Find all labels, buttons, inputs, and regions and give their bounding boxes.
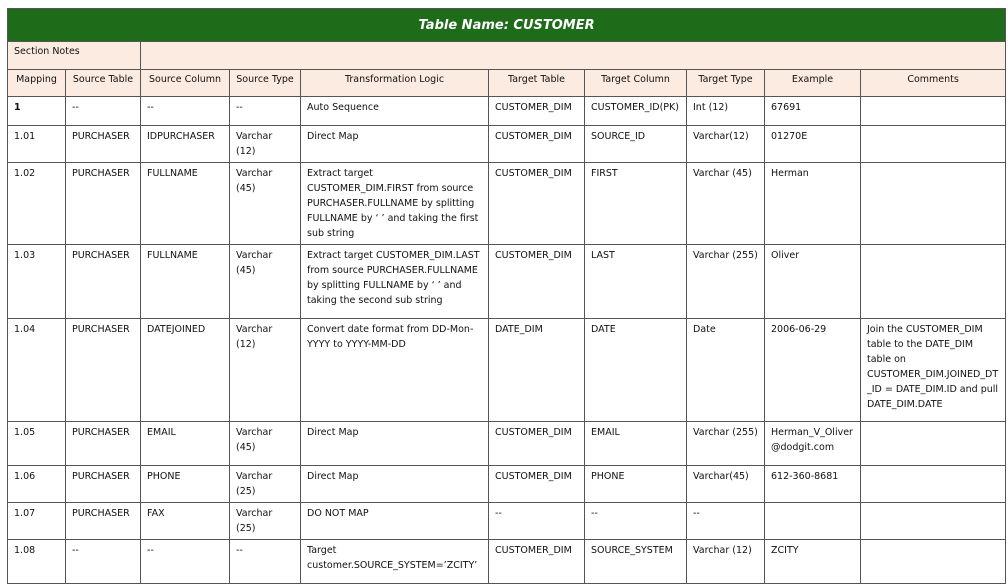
target-column-cell: SOURCE_ID bbox=[585, 126, 687, 163]
mapping-table bbox=[7, 8, 1006, 584]
comments-cell bbox=[861, 97, 1006, 126]
target-type-cell: Int (12) bbox=[687, 97, 765, 126]
comments-cell bbox=[861, 466, 1006, 503]
source-type-cell: Varchar (12) bbox=[230, 126, 301, 163]
source-type-cell: -- bbox=[230, 540, 301, 584]
table-row bbox=[8, 97, 1006, 126]
logic-cell: Direct Map bbox=[301, 126, 489, 163]
mapping-cell: 1.01 bbox=[8, 126, 66, 163]
source-column-cell: FULLNAME bbox=[141, 245, 230, 319]
comments-cell bbox=[861, 126, 1006, 163]
target-type-cell: Varchar (45) bbox=[687, 163, 765, 245]
section-notes-row bbox=[8, 42, 1006, 70]
section-notes-label: Section Notes bbox=[8, 42, 141, 70]
table-row bbox=[8, 245, 1006, 319]
column-header: Source Table bbox=[66, 70, 141, 97]
table-row bbox=[8, 319, 1006, 422]
table-title: Table Name: CUSTOMER bbox=[8, 9, 1006, 42]
source-type-cell: Varchar (45) bbox=[230, 245, 301, 319]
source-table-cell: PURCHASER bbox=[66, 466, 141, 503]
comments-cell bbox=[861, 540, 1006, 584]
source-table-cell: -- bbox=[66, 97, 141, 126]
source-table-cell: PURCHASER bbox=[66, 163, 141, 245]
source-table-cell: PURCHASER bbox=[66, 126, 141, 163]
target-table-cell: CUSTOMER_DIM bbox=[489, 97, 585, 126]
logic-cell: Convert date format from DD-Mon-YYYY to YYYY-MM-DD bbox=[301, 319, 489, 422]
target-table-cell: CUSTOMER_DIM bbox=[489, 163, 585, 245]
example-cell: Herman bbox=[765, 163, 861, 245]
target-table-cell: CUSTOMER_DIM bbox=[489, 245, 585, 319]
source-type-cell: Varchar (12) bbox=[230, 319, 301, 422]
logic-cell: Target customer.SOURCE_SYSTEM=’ZCITY’ bbox=[301, 540, 489, 584]
mapping-document bbox=[7, 8, 1005, 584]
mapping-cell: 1.08 bbox=[8, 540, 66, 584]
source-type-cell: Varchar (45) bbox=[230, 163, 301, 245]
mapping-cell: 1.03 bbox=[8, 245, 66, 319]
source-type-cell: -- bbox=[230, 97, 301, 126]
example-cell: 2006-06-29 bbox=[765, 319, 861, 422]
table-row bbox=[8, 126, 1006, 163]
example-cell: Herman_V_Oliver@dodgit.com bbox=[765, 422, 861, 466]
logic-cell: Extract target CUSTOMER_DIM.LAST from source PURCHASER.FULLNAME by splitting FULLNAME by ‘ ’ and taking the second sub string bbox=[301, 245, 489, 319]
title-row bbox=[8, 9, 1006, 42]
source-type-cell: Varchar (25) bbox=[230, 466, 301, 503]
example-cell: 67691 bbox=[765, 97, 861, 126]
column-header: Target Column bbox=[585, 70, 687, 97]
table-row bbox=[8, 163, 1006, 245]
target-table-cell: CUSTOMER_DIM bbox=[489, 540, 585, 584]
column-header: Mapping bbox=[8, 70, 66, 97]
logic-cell: DO NOT MAP bbox=[301, 503, 489, 540]
target-table-cell: -- bbox=[489, 503, 585, 540]
target-column-cell: DATE bbox=[585, 319, 687, 422]
target-type-cell: Varchar(12) bbox=[687, 126, 765, 163]
table-row bbox=[8, 466, 1006, 503]
source-table-cell: PURCHASER bbox=[66, 245, 141, 319]
column-header: Transformation Logic bbox=[301, 70, 489, 97]
logic-cell: Direct Map bbox=[301, 466, 489, 503]
source-column-cell: PHONE bbox=[141, 466, 230, 503]
example-cell: ZCITY bbox=[765, 540, 861, 584]
column-header: Comments bbox=[861, 70, 1006, 97]
mapping-cell: 1 bbox=[8, 97, 66, 126]
comments-cell bbox=[861, 503, 1006, 540]
target-type-cell: -- bbox=[687, 503, 765, 540]
mapping-cell: 1.05 bbox=[8, 422, 66, 466]
header-row bbox=[8, 70, 1006, 97]
comments-cell bbox=[861, 422, 1006, 466]
column-header: Target Table bbox=[489, 70, 585, 97]
logic-cell: Extract target CUSTOMER_DIM.FIRST from source PURCHASER.FULLNAME by splitting FULLNAME by ‘ ’ and taking the first sub string bbox=[301, 163, 489, 245]
comments-cell bbox=[861, 163, 1006, 245]
example-cell: 01270E bbox=[765, 126, 861, 163]
target-type-cell: Date bbox=[687, 319, 765, 422]
example-cell: 612-360-8681 bbox=[765, 466, 861, 503]
comments-cell: Join the CUSTOMER_DIM table to the DATE_DIM table on CUSTOMER_DIM.JOINED_DT_ID = DATE_DIM.ID and pull DATE_DIM.DATE bbox=[861, 319, 1006, 422]
logic-cell: Direct Map bbox=[301, 422, 489, 466]
column-header: Source Column bbox=[141, 70, 230, 97]
source-table-cell: PURCHASER bbox=[66, 319, 141, 422]
target-column-cell: LAST bbox=[585, 245, 687, 319]
table-row bbox=[8, 503, 1006, 540]
target-table-cell: DATE_DIM bbox=[489, 319, 585, 422]
source-table-cell: PURCHASER bbox=[66, 503, 141, 540]
source-column-cell: FAX bbox=[141, 503, 230, 540]
target-table-cell: CUSTOMER_DIM bbox=[489, 126, 585, 163]
target-column-cell: SOURCE_SYSTEM bbox=[585, 540, 687, 584]
target-type-cell: Varchar (12) bbox=[687, 540, 765, 584]
table-row bbox=[8, 422, 1006, 466]
column-header: Target Type bbox=[687, 70, 765, 97]
target-table-cell: CUSTOMER_DIM bbox=[489, 466, 585, 503]
source-column-cell: -- bbox=[141, 97, 230, 126]
target-column-cell: CUSTOMER_ID(PK) bbox=[585, 97, 687, 126]
section-notes-value bbox=[141, 42, 1006, 70]
source-table-cell: PURCHASER bbox=[66, 422, 141, 466]
target-table-cell: CUSTOMER_DIM bbox=[489, 422, 585, 466]
source-column-cell: IDPURCHASER bbox=[141, 126, 230, 163]
source-type-cell: Varchar (45) bbox=[230, 422, 301, 466]
source-column-cell: FULLNAME bbox=[141, 163, 230, 245]
target-type-cell: Varchar (255) bbox=[687, 245, 765, 319]
mapping-cell: 1.06 bbox=[8, 466, 66, 503]
source-column-cell: EMAIL bbox=[141, 422, 230, 466]
column-header: Example bbox=[765, 70, 861, 97]
target-column-cell: -- bbox=[585, 503, 687, 540]
target-type-cell: Varchar(45) bbox=[687, 466, 765, 503]
comments-cell bbox=[861, 245, 1006, 319]
source-column-cell: -- bbox=[141, 540, 230, 584]
source-table-cell: -- bbox=[66, 540, 141, 584]
example-cell bbox=[765, 503, 861, 540]
source-column-cell: DATEJOINED bbox=[141, 319, 230, 422]
mapping-cell: 1.04 bbox=[8, 319, 66, 422]
logic-cell: Auto Sequence bbox=[301, 97, 489, 126]
example-cell: Oliver bbox=[765, 245, 861, 319]
target-column-cell: EMAIL bbox=[585, 422, 687, 466]
table-row bbox=[8, 540, 1006, 584]
mapping-cell: 1.07 bbox=[8, 503, 66, 540]
column-header: Source Type bbox=[230, 70, 301, 97]
target-column-cell: PHONE bbox=[585, 466, 687, 503]
target-type-cell: Varchar (255) bbox=[687, 422, 765, 466]
target-column-cell: FIRST bbox=[585, 163, 687, 245]
mapping-cell: 1.02 bbox=[8, 163, 66, 245]
source-type-cell: Varchar (25) bbox=[230, 503, 301, 540]
